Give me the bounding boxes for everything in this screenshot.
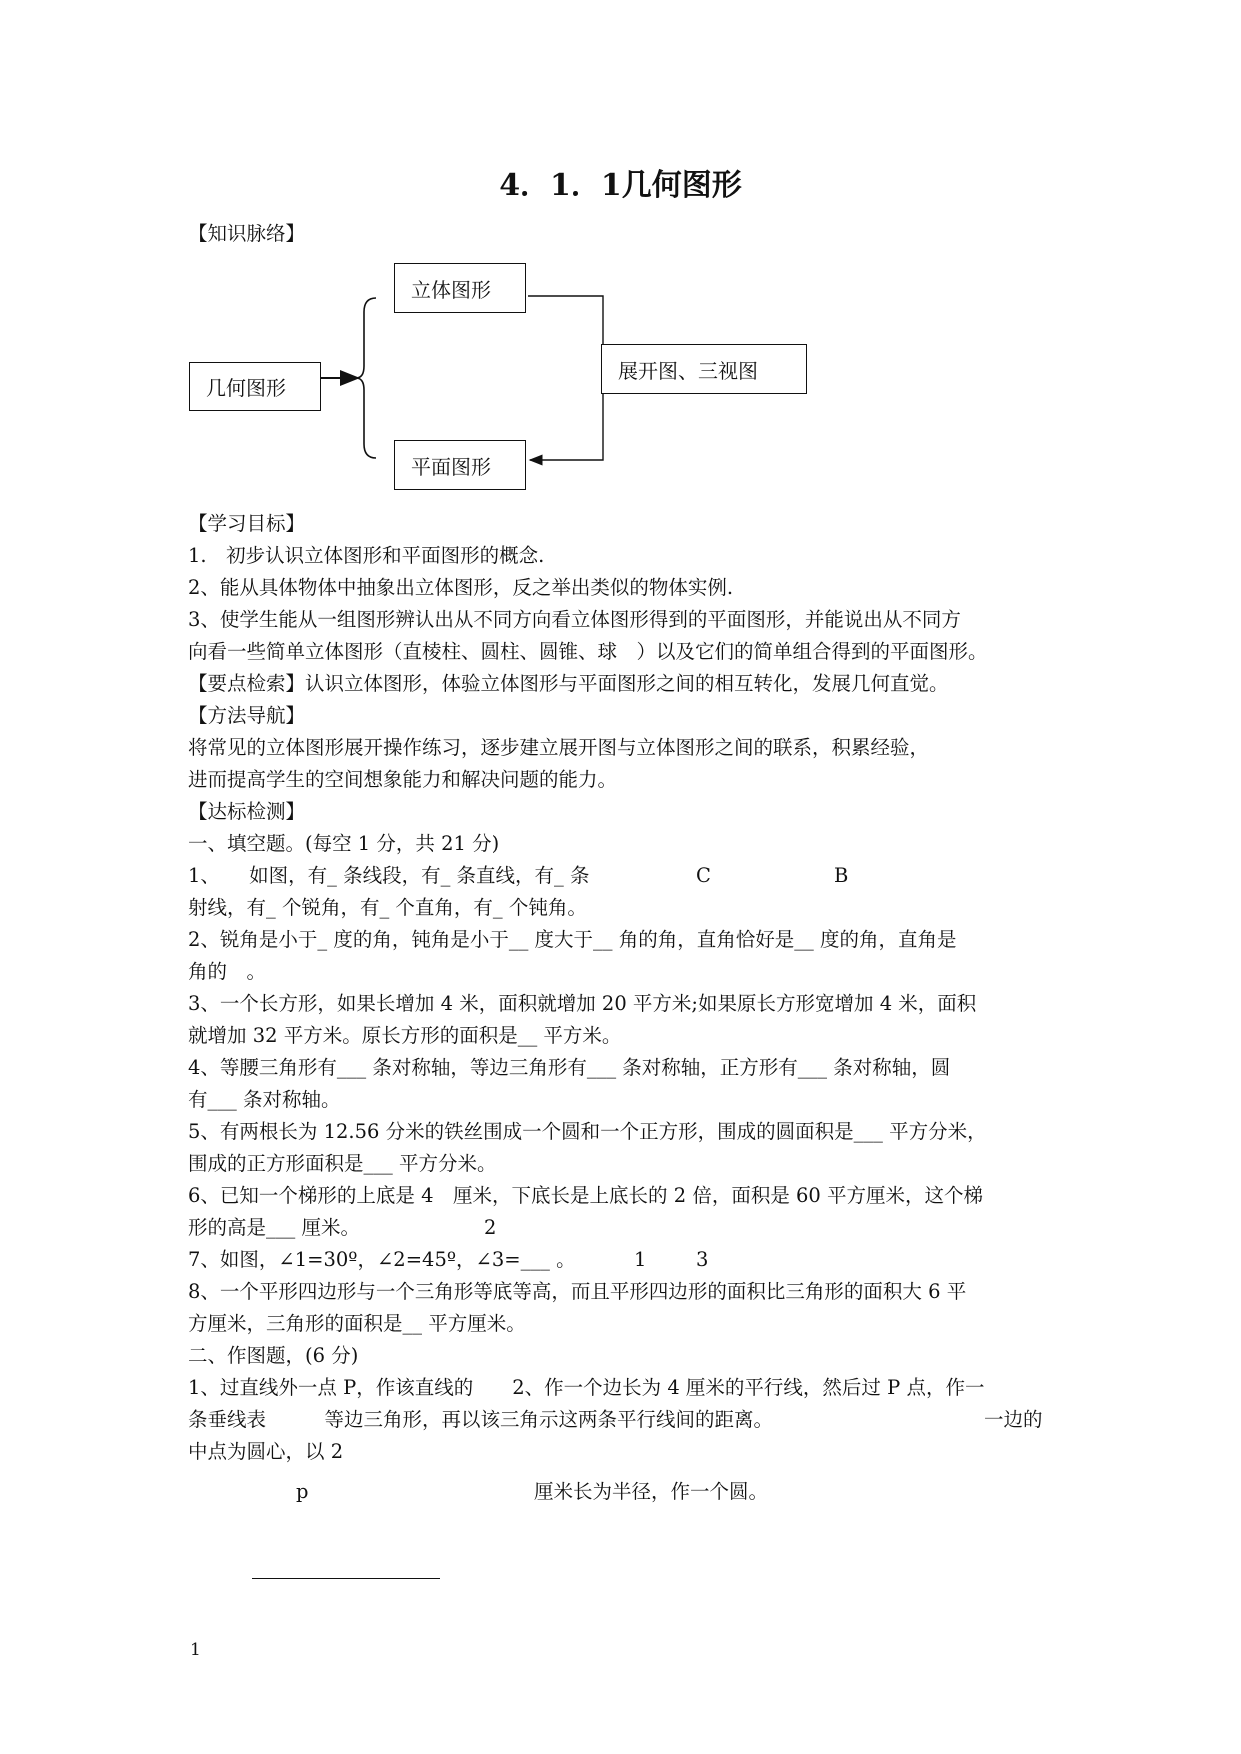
draw-label-p: p: [296, 1480, 309, 1503]
goal-3: 3、使学生能从一组图形辨认出从不同方向看立体图形得到的平面图形，并能说出从不同方: [188, 608, 961, 631]
method-line-2: 进而提高学生的空间想象能力和解决问题的能力。: [188, 768, 618, 791]
box-net: [601, 344, 807, 394]
goal-1: 1. 初步认识立体图形和平面图形的概念.: [188, 544, 545, 567]
q1-label-b: B: [834, 864, 849, 887]
part1-title: 一、填空题。(每空 1 分，共 21 分): [188, 832, 500, 855]
q1-label-c: C: [696, 864, 711, 887]
q1-line-1: 1、 如图，有_ 条线段，有_ 条直线，有_ 条: [188, 864, 590, 887]
q2-line-1: 2、锐角是小于_ 度的角，钝角是小于__ 度大于__ 角的角，直角恰好是__ 度的角，直角是: [188, 928, 957, 951]
page-number: 1: [190, 1640, 201, 1660]
q7-text: 7、如图，∠1=30º，∠2=45º，∠3=___ 。: [188, 1248, 576, 1271]
q3-line-2: 就增加 32 平方米。原长方形的面积是__ 平方米。: [188, 1024, 622, 1047]
q5-line-1: 5、有两根长为 12.56 分米的铁丝围成一个圆和一个正方形，围成的圆面积是___ 平方分米，: [188, 1120, 987, 1143]
footnote-rule: [252, 1578, 440, 1579]
connector-solid-net: [528, 296, 603, 366]
box-plane: [394, 440, 526, 490]
draw-line-1: 1、过直线外一点 P，作该直线的 2、作一个边长为 4 厘米的平行线，然后过 P 点，作一: [188, 1376, 985, 1399]
page-title: 4．1．1几何图形: [499, 168, 742, 203]
keypoints-text: 认识立体图形，体验立体图形与平面图形之间的相互转化，发展几何直觉。: [305, 672, 949, 695]
keypoints: [188, 668, 949, 700]
q6-line-2: 形的高是___ 厘米。: [188, 1216, 360, 1239]
connector-net-plane: [530, 394, 603, 460]
section-check: 【达标检测】: [188, 800, 306, 823]
q4-line-1: 4、等腰三角形有___ 条对称轴，等边三角形有___ 条对称轴，正方形有___ 条对称轴，圆: [188, 1056, 951, 1079]
q5-line-2: 围成的正方形面积是___ 平方分米。: [188, 1152, 497, 1175]
q6-label-2: 2: [484, 1216, 497, 1239]
box-geometry-label: 几何图形: [206, 376, 286, 400]
brace: [356, 298, 376, 458]
section-knowledge: 【知识脉络】: [188, 222, 306, 245]
goal-3-cont: 向看一些简单立体图形（直棱柱、圆柱、圆锥、球 ）以及它们的简单组合得到的平面图形。: [188, 640, 988, 663]
goal-2: 2、能从具体物体中抽象出立体图形，反之举出类似的物体实例.: [188, 576, 734, 599]
box-net-label: 展开图、三视图: [618, 358, 758, 383]
q3-line-1: 3、一个长方形，如果长增加 4 米，面积就增加 20 平方米;如果原长方形宽增加 4 米，面积: [188, 992, 977, 1015]
draw-line-4: 厘米长为半径，作一个圆。: [534, 1480, 769, 1503]
draw-line-2-right: 一边的: [984, 1408, 1043, 1431]
draw-line-2: 条垂线表 等边三角形，再以该三角示这两条平行线间的距离。: [188, 1408, 774, 1431]
q1-line-2: 射线，有_ 个锐角，有_ 个直角，有_ 个钝角。: [188, 896, 587, 919]
draw-line-3: 中点为圆心，以 2: [188, 1440, 344, 1463]
method-line-1: 将常见的立体图形展开操作练习，逐步建立展开图与立体图形之间的联系，积累经验，: [188, 736, 930, 759]
q7-label-1: 1: [634, 1248, 647, 1271]
section-goals: 【学习目标】: [188, 512, 306, 535]
q7-label-3: 3: [696, 1248, 709, 1271]
q2-line-2: 角的 。: [188, 960, 267, 983]
keypoints-label: 【要点检索】: [188, 672, 306, 695]
box-plane-label: 平面图形: [411, 454, 491, 479]
section-method: 【方法导航】: [188, 704, 306, 727]
part2-title: 二、作图题，(6 分): [188, 1344, 359, 1367]
box-solid-label: 立体图形: [411, 277, 491, 302]
box-geometry: [189, 362, 321, 411]
q6-line-1: 6、已知一个梯形的上底是 4 厘米，下底长是上底长的 2 倍，面积是 60 平方厘米，这个梯: [188, 1184, 984, 1207]
concept-diagram: [0, 0, 1241, 520]
box-solid: [394, 263, 526, 313]
q4-line-2: 有___ 条对称轴。: [188, 1088, 341, 1111]
q8-line-1: 8、一个平形四边形与一个三角形等底等高，而且平形四边形的面积比三角形的面积大 6 平: [188, 1280, 967, 1303]
q8-line-2: 方厘米，三角形的面积是__ 平方厘米。: [188, 1312, 526, 1335]
